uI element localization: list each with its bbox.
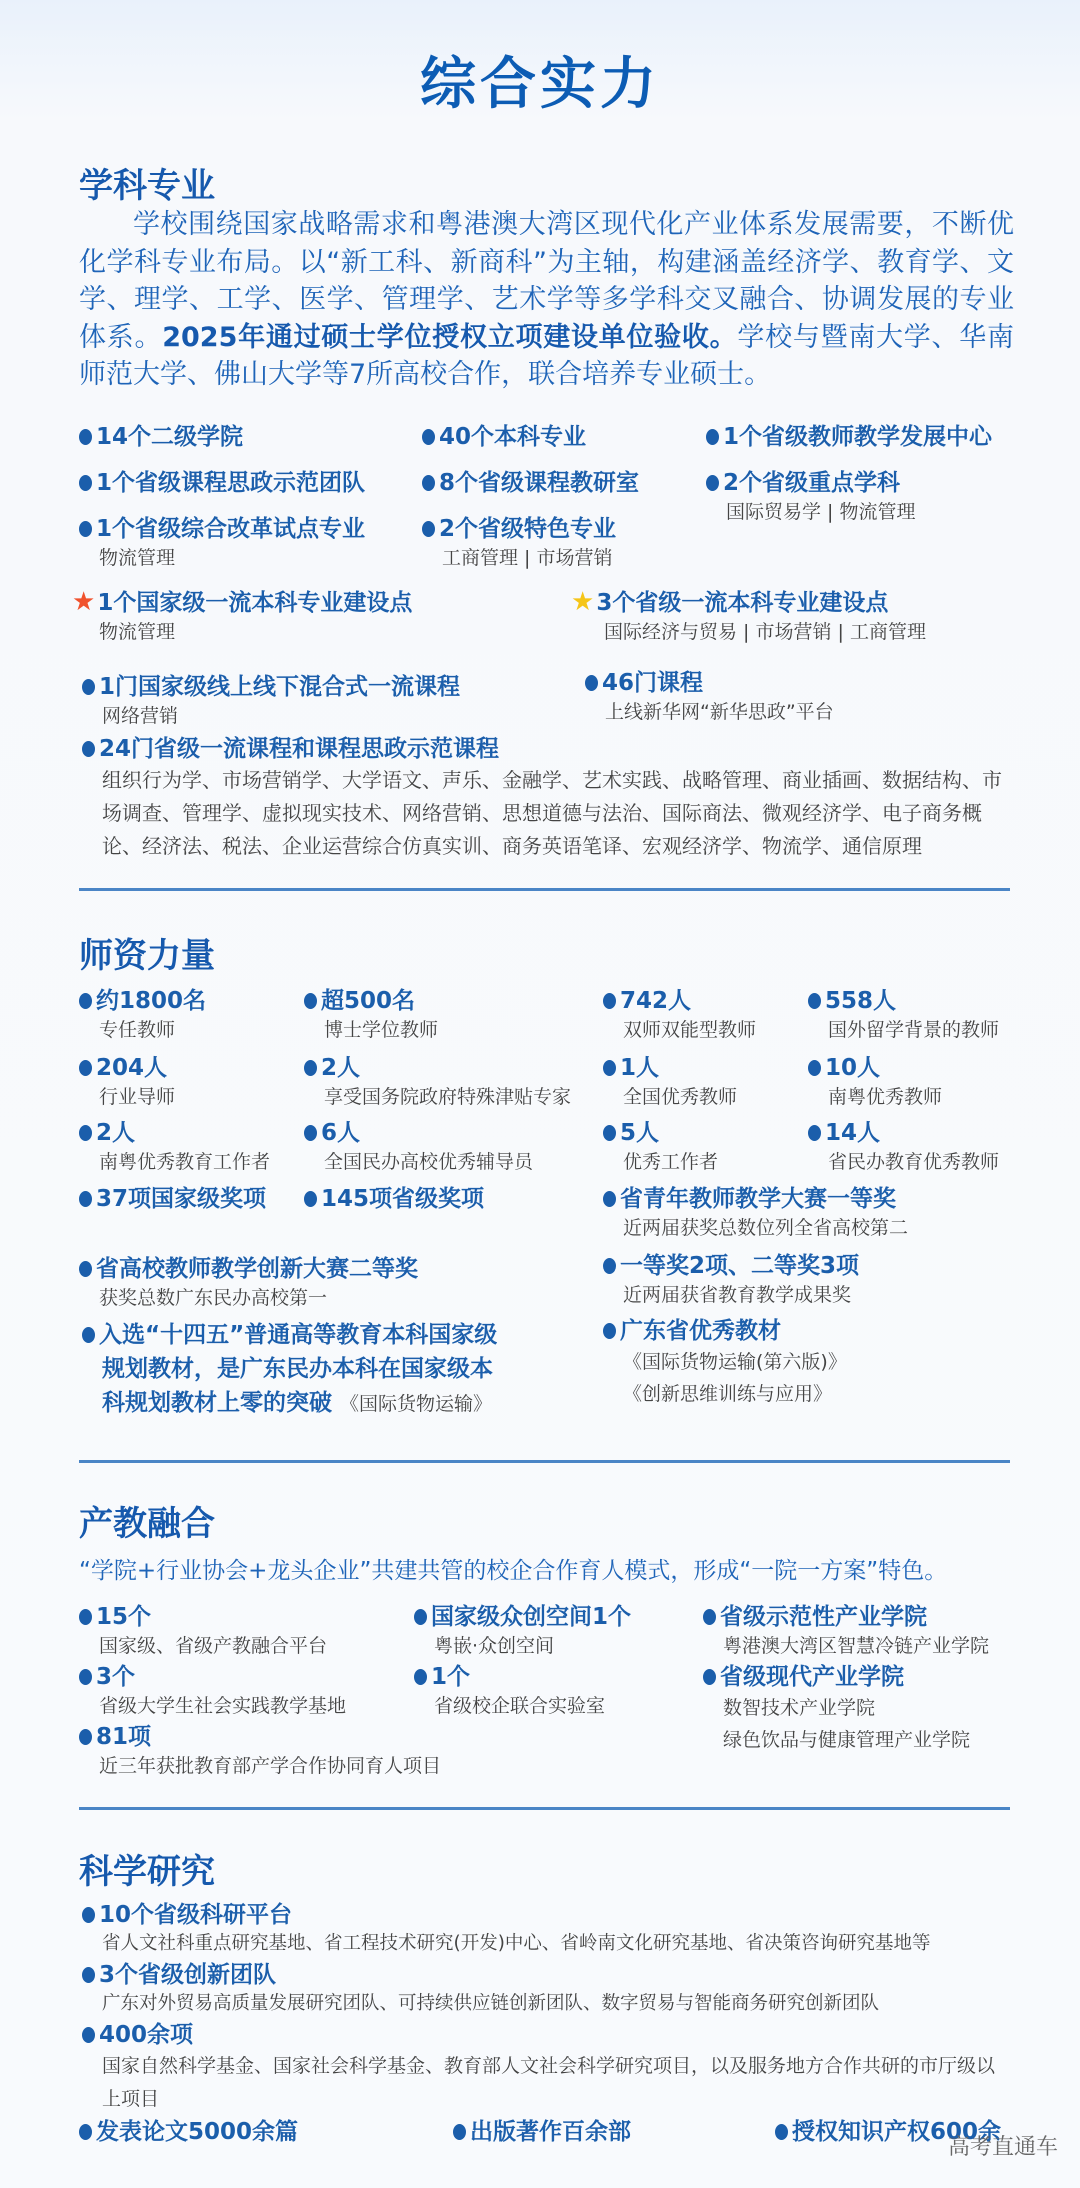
item-title: 3个省级创新团队: [99, 1962, 277, 1988]
bullet-icon: [808, 1060, 821, 1076]
item-title: 2人: [96, 1120, 136, 1146]
item-sub: 工商管理 | 市场营销: [442, 547, 613, 569]
bullet-icon: [703, 1669, 716, 1685]
item-sub: 《国际货物运输》: [340, 1393, 493, 1415]
section-divider: [79, 888, 1010, 891]
list-item: [79, 986, 206, 1044]
list-item: [603, 1251, 859, 1309]
item-title: 15个: [96, 1604, 152, 1630]
bullet-icon: [703, 1609, 716, 1625]
item-title: 81项: [96, 1724, 152, 1750]
list-item: [603, 1118, 718, 1176]
item-sub: 上线新华网“新华思政”平台: [605, 701, 834, 723]
item-title: 国家级众创空间1个: [431, 1604, 632, 1630]
item-title: 约1800名: [96, 988, 207, 1014]
item-title: 省青年教师教学大赛一等奖: [620, 1186, 896, 1212]
list-item: [706, 468, 915, 526]
intro-bold-text: 2025年通过硕士学位授权立项建设单位验收。: [162, 321, 738, 353]
item-title: 5人: [620, 1120, 660, 1146]
discipline-intro: [79, 206, 1014, 394]
bullet-icon: [603, 1191, 616, 1207]
item-sub: 绿色饮品与健康管理产业学院: [723, 1729, 971, 1751]
item-sub: 全国优秀教师: [623, 1086, 738, 1108]
section-heading-research: 科学研究: [79, 1852, 215, 1892]
bullet-icon: [808, 1125, 821, 1141]
list-item: [706, 422, 992, 452]
bullet-icon: [775, 2124, 788, 2140]
list-item: [79, 1602, 327, 1660]
item-title: 3个省级一流本科专业建设点: [596, 590, 889, 616]
list-item: [603, 1053, 737, 1111]
list-item: [808, 1118, 999, 1176]
section-divider: [79, 1460, 1010, 1463]
list-item: [304, 1053, 571, 1111]
bullet-icon: [414, 1609, 427, 1625]
item-title: 1个: [431, 1664, 471, 1690]
list-item: [82, 734, 1012, 863]
bullet-icon: [79, 1261, 92, 1277]
yellow-star-icon: ★: [571, 587, 595, 617]
item-sub: 数智技术产业学院: [723, 1697, 876, 1719]
section-heading-faculty: 师资力量: [79, 936, 215, 976]
item-title: 1个省级综合改革试点专业: [96, 516, 366, 542]
list-item: [82, 672, 460, 730]
list-item: [79, 468, 365, 498]
list-item: [414, 1662, 605, 1720]
list-item: [79, 1254, 418, 1312]
bullet-icon: [808, 993, 821, 1009]
item-title: 1个省级课程思政示范团队: [96, 470, 366, 496]
item-title: 400余项: [99, 2022, 194, 2048]
item-sub: 优秀工作者: [623, 1151, 719, 1173]
item-sub: 国外留学背景的教师: [828, 1019, 1000, 1041]
bullet-icon: [79, 1609, 92, 1625]
item-title: 发表论文5000余篇: [96, 2119, 299, 2145]
item-title: 1个国家级一流本科专业建设点: [97, 590, 413, 616]
item-sub: 《国际货物运输(第六版)》: [623, 1351, 847, 1373]
item-title: 10人: [825, 1055, 881, 1081]
bullet-icon: [79, 521, 92, 537]
item-title: 规划教材，是广东民办本科在国家级本: [102, 1356, 493, 1382]
item-title: 1门国家级线上线下混合式一流课程: [99, 674, 461, 700]
bullet-icon: [82, 679, 95, 695]
item-title: 一等奖2项、二等奖3项: [620, 1253, 860, 1279]
item-sub: 双师双能型教师: [623, 1019, 757, 1041]
item-sub: 南粤优秀教师: [828, 1086, 943, 1108]
item-sub: 获奖总数广东民办高校第一: [99, 1287, 328, 1309]
list-item: [703, 1662, 970, 1756]
bullet-icon: [603, 1323, 616, 1339]
item-sub: 广东对外贸易高质量发展研究团队、可持续供应链创新团队、数字贸易与智能商务研究创新团队: [102, 1993, 880, 2014]
bullet-icon: [79, 1191, 92, 1207]
item-sub: 国际贸易学 | 物流管理: [726, 501, 916, 523]
bullet-icon: [82, 2027, 95, 2043]
bullet-icon: [304, 1125, 317, 1141]
list-item: [79, 514, 365, 572]
list-item: [79, 2117, 298, 2147]
item-title: 省级现代产业学院: [720, 1664, 904, 1690]
section-divider: [79, 1807, 1010, 1810]
bullet-icon: [79, 2124, 92, 2140]
bullet-icon: [79, 429, 92, 445]
item-title: 742人: [620, 988, 692, 1014]
bullet-icon: [603, 993, 616, 1009]
intro-text: 学校围绕国家战略需求和粤港澳大湾区现代化产业体系发展需要，不断优化学科专业布局。以“新工科、新商科”为主轴，构建涵盖经济学、教育学、文学、理学、工学、医学、管理学、艺术学等多学科交叉融合、协调发展的专业体系。: [79, 209, 1014, 353]
item-title: 超500名: [321, 988, 416, 1014]
list-item: [571, 588, 926, 646]
bullet-icon: [603, 1258, 616, 1274]
item-sub: 物流管理: [99, 621, 176, 643]
item-sub: 近两届获省教育教学成果奖: [623, 1284, 852, 1306]
item-sub: 行业导师: [99, 1086, 176, 1108]
bullet-icon: [82, 741, 95, 757]
list-item: [422, 514, 616, 572]
item-sub: 博士学位教师: [324, 1019, 439, 1041]
item-title: 24门省级一流课程和课程思政示范课程: [99, 736, 500, 762]
list-item: [603, 1316, 847, 1410]
bullet-icon: [82, 1327, 95, 1343]
bullet-icon: [706, 429, 719, 445]
item-title: 2个省级重点学科: [723, 470, 901, 496]
item-sub: 国家自然科学基金、国家社会科学基金、教育部人文社会科学研究项目，以及服务地方合作共研的市厅级以上项目: [102, 2055, 996, 2110]
bullet-icon: [304, 993, 317, 1009]
list-item: [603, 986, 756, 1044]
item-title: 1人: [620, 1055, 660, 1081]
bullet-icon: [422, 475, 435, 491]
item-sub: 省民办教育优秀教师: [828, 1151, 1000, 1173]
bullet-icon: [585, 675, 598, 691]
list-item: [79, 1118, 270, 1176]
bullet-icon: [82, 1907, 95, 1923]
section-heading-industry: 产教融合: [79, 1504, 215, 1544]
list-item: [603, 1184, 908, 1242]
item-title: 2人: [321, 1055, 361, 1081]
list-item: [304, 986, 438, 1044]
list-item: [72, 588, 412, 646]
list-item: [82, 1900, 930, 1958]
bullet-icon: [79, 1125, 92, 1141]
item-title: 授权知识产权600余: [792, 2119, 1002, 2145]
intro-text: 学校与暨南大学、华南师范大学、佛山大学等7所高校合作，联合培养专业硕士。: [79, 321, 1015, 390]
item-sub: 网络营销: [102, 705, 179, 727]
item-sub: 《创新思维训练与应用》: [623, 1383, 833, 1405]
item-sub: 近三年获批教育部产学合作协同育人项目: [99, 1755, 442, 1777]
item-title: 2个省级特色专业: [439, 516, 617, 542]
item-title: 1个省级教师教学发展中心: [723, 424, 993, 450]
bullet-icon: [304, 1191, 317, 1207]
item-title: 出版著作百余部: [470, 2119, 631, 2145]
item-sub: 国家级、省级产教融合平台: [99, 1635, 328, 1657]
item-title: 科规划教材上零的突破: [102, 1390, 332, 1416]
item-title: 入选“十四五”普通高等教育本科国家级: [99, 1322, 498, 1348]
bullet-icon: [603, 1060, 616, 1076]
item-title: 558人: [825, 988, 897, 1014]
list-item: [414, 1602, 631, 1660]
industry-intro: “学院+行业协会+龙头企业”共建共管的校企合作育人模式，形成“一院一方案”特色。: [79, 1558, 948, 1584]
item-title: 14个二级学院: [96, 424, 244, 450]
bullet-icon: [706, 475, 719, 491]
item-sub: 近两届获奖总数位列全省高校第二: [623, 1217, 909, 1239]
item-title: 10个省级科研平台: [99, 1902, 293, 1928]
bullet-icon: [422, 521, 435, 537]
item-title: 省级示范性产业学院: [720, 1604, 927, 1630]
bullet-icon: [79, 993, 92, 1009]
list-item: [79, 422, 243, 452]
item-sub: 全国民办高校优秀辅导员: [324, 1151, 534, 1173]
item-sub: 专任教师: [99, 1019, 176, 1041]
item-sub: 粤嵌·众创空间: [434, 1635, 555, 1657]
item-title: 145项省级奖项: [321, 1186, 485, 1212]
item-title: 40个本科专业: [439, 424, 587, 450]
item-sub: 物流管理: [99, 547, 176, 569]
item-sub: 粤港澳大湾区智慧冷链产业学院: [723, 1635, 990, 1657]
list-item: [304, 1184, 484, 1214]
item-title: 46门课程: [602, 670, 704, 696]
bullet-icon: [422, 429, 435, 445]
bullet-icon: [79, 475, 92, 491]
list-item: [422, 468, 639, 498]
item-sub: 省级校企联合实验室: [434, 1695, 606, 1717]
bullet-icon: [79, 1060, 92, 1076]
red-star-icon: ★: [72, 587, 96, 617]
item-sub: 享受国务院政府特殊津贴专家: [324, 1086, 572, 1108]
item-sub: 省人文社科重点研究基地、省工程技术研究(开发)中心、省岭南文化研究基地、省决策咨询研究基地等: [102, 1933, 931, 1954]
item-title: 14人: [825, 1120, 881, 1146]
item-title: 204人: [96, 1055, 168, 1081]
bullet-icon: [603, 1125, 616, 1141]
item-title: 8个省级课程教研室: [439, 470, 640, 496]
list-item: [808, 986, 999, 1044]
watermark: 高考直通车: [947, 2135, 1058, 2160]
page-title: 综合实力: [420, 52, 660, 117]
item-title: 37项国家级奖项: [96, 1186, 267, 1212]
bullet-icon: [82, 1967, 95, 1983]
bullet-icon: [453, 2124, 466, 2140]
list-item: [79, 1722, 441, 1780]
item-sub: 国际经济与贸易 | 市场营销 | 工商管理: [604, 621, 926, 643]
list-item: [585, 668, 834, 726]
item-sub: 南粤优秀教育工作者: [99, 1151, 271, 1173]
list-item: [82, 1318, 497, 1421]
item-sub: 省级大学生社会实践教学基地: [99, 1695, 347, 1717]
list-item: [82, 1960, 879, 2018]
bullet-icon: [79, 1729, 92, 1745]
list-item: [453, 2117, 631, 2147]
item-title: 省高校教师教学创新大赛二等奖: [96, 1256, 418, 1282]
list-item: [79, 1053, 175, 1111]
list-item: [422, 422, 586, 452]
item-title: 3个: [96, 1664, 136, 1690]
bullet-icon: [79, 1669, 92, 1685]
list-item: [82, 2020, 1012, 2116]
section-heading-discipline: 学科专业: [79, 166, 215, 206]
bullet-icon: [304, 1060, 317, 1076]
list-item: [79, 1662, 346, 1720]
list-item: [808, 1053, 942, 1111]
list-item: [304, 1118, 533, 1176]
bullet-icon: [414, 1669, 427, 1685]
list-item: [703, 1602, 989, 1660]
course-list: 组织行为学、市场营销学、大学语文、声乐、金融学、艺术实践、战略管理、商业插画、数据结构、市场调查、管理学、虚拟现实技术、网络营销、思想道德与法治、国际商法、微观经济学、电子商务概论、经济法、税法、企业运营综合仿真实训、商务英语笔译、宏观经济学、物流学、通信原理: [102, 768, 1002, 858]
item-title: 广东省优秀教材: [620, 1318, 781, 1344]
list-item: [79, 1184, 266, 1214]
item-title: 6人: [321, 1120, 361, 1146]
